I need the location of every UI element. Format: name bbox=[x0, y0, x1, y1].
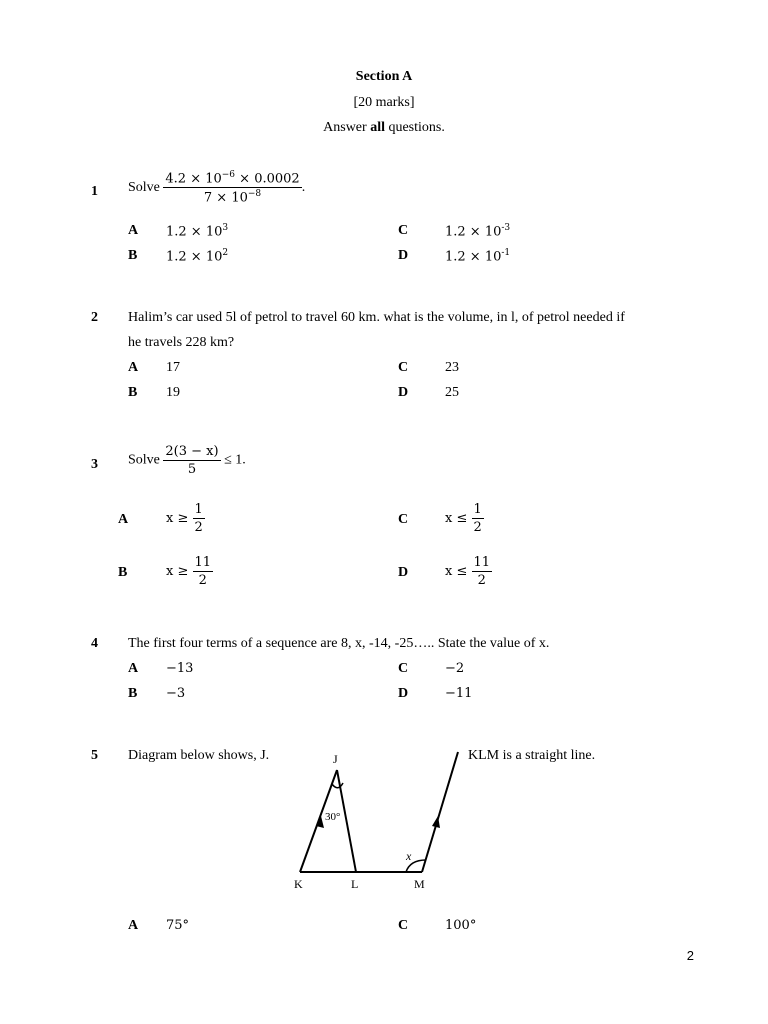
option-value bbox=[445, 502, 484, 535]
instruction-pre: Answer bbox=[323, 120, 371, 135]
option-letter: D bbox=[398, 686, 409, 701]
option-numerator: 1 bbox=[473, 502, 482, 517]
geometry-diagram bbox=[288, 748, 478, 898]
option-value bbox=[166, 555, 213, 588]
option-letter: C bbox=[398, 360, 409, 375]
option-value: 25 bbox=[445, 385, 459, 400]
q3-fraction bbox=[163, 444, 220, 477]
q3-suffix: ≤ 1. bbox=[224, 452, 246, 468]
option-exponent: 2 bbox=[222, 248, 229, 258]
option-value bbox=[445, 248, 510, 264]
question-2-line1: Halim’s car used 5l of petrol to travel 60 km. what is the volume, in l, of petrol needed if bbox=[128, 310, 625, 325]
option-numerator: 11 bbox=[194, 555, 212, 570]
option-letter: A bbox=[128, 918, 139, 933]
option-letter: B bbox=[128, 385, 138, 400]
option-denominator: 2 bbox=[198, 573, 207, 588]
option-denominator: 2 bbox=[194, 520, 203, 535]
option-exponent: -1 bbox=[501, 248, 511, 258]
question-number: 1 bbox=[91, 184, 98, 199]
question-3-stem bbox=[128, 444, 246, 477]
option-letter: A bbox=[128, 661, 139, 676]
label-k: K bbox=[294, 877, 303, 891]
q1-prefix: Solve bbox=[128, 179, 160, 195]
question-number: 5 bbox=[91, 748, 98, 763]
option-letter: D bbox=[398, 385, 409, 400]
option-value: 17 bbox=[166, 360, 180, 375]
angle-arc-j bbox=[332, 783, 343, 788]
q1-denominator: 7 × 10 bbox=[203, 190, 248, 206]
option-exponent: 3 bbox=[222, 223, 229, 233]
option-letter: D bbox=[398, 248, 409, 263]
line-m-parallel bbox=[422, 752, 458, 872]
question-2-line2: he travels 228 km? bbox=[128, 335, 235, 350]
option-letter: A bbox=[128, 360, 139, 375]
option-value bbox=[166, 248, 228, 264]
option-value: −11 bbox=[445, 686, 473, 701]
option-letter: C bbox=[398, 918, 409, 933]
section-marks: [20 marks] bbox=[353, 95, 415, 110]
section-title: Section A bbox=[355, 69, 413, 84]
option-value bbox=[445, 555, 492, 588]
question-4-text: The first four terms of a sequence are 8, x, -14, -25….. State the value of x. bbox=[128, 636, 550, 651]
option-letter: A bbox=[118, 512, 129, 527]
option-value: −3 bbox=[166, 686, 186, 701]
label-j: J bbox=[333, 752, 338, 766]
question-number: 3 bbox=[91, 457, 98, 472]
page-number: 2 bbox=[686, 948, 694, 963]
label-l: L bbox=[351, 877, 359, 891]
option-value: 100° bbox=[445, 918, 477, 933]
option-numerator: 1 bbox=[194, 502, 203, 517]
option-letter: B bbox=[118, 565, 128, 580]
option-lhs: x ≥ bbox=[166, 511, 189, 526]
option-value bbox=[166, 223, 228, 239]
question-5-text-right: KLM is a straight line. bbox=[468, 748, 596, 763]
option-exponent: -3 bbox=[501, 223, 511, 233]
q1-numerator-exponent: −6 bbox=[221, 170, 236, 180]
angle-label-x: x bbox=[406, 849, 412, 863]
angle-label-30: 30° bbox=[325, 811, 341, 823]
instruction-bold: all bbox=[370, 120, 385, 135]
option-letter: A bbox=[128, 223, 139, 238]
option-letter: C bbox=[398, 223, 409, 238]
section-instruction bbox=[0, 120, 768, 136]
option-denominator: 2 bbox=[473, 520, 482, 535]
q1-numerator: 4.2 × 10 bbox=[165, 171, 222, 187]
question-5-text-left: Diagram below shows, J. bbox=[128, 748, 270, 763]
option-base: 1.2 × 10 bbox=[445, 249, 502, 265]
option-value: 75° bbox=[166, 918, 190, 933]
label-m: M bbox=[414, 877, 425, 891]
option-value: −13 bbox=[166, 661, 194, 676]
q1-suffix: . bbox=[301, 179, 306, 195]
option-lhs: x ≤ bbox=[445, 511, 468, 526]
q3-prefix: Solve bbox=[128, 452, 160, 468]
option-lhs: x ≥ bbox=[166, 564, 189, 579]
option-base: 1.2 × 10 bbox=[445, 224, 502, 240]
instruction-post: questions. bbox=[384, 120, 445, 135]
option-base: 1.2 × 10 bbox=[166, 249, 223, 265]
option-denominator: 2 bbox=[477, 573, 486, 588]
option-lhs: x ≤ bbox=[445, 564, 468, 579]
option-value: 23 bbox=[445, 360, 459, 375]
option-value: 19 bbox=[166, 385, 180, 400]
q3-numerator: 2(3 − x) bbox=[165, 444, 219, 459]
option-letter: B bbox=[128, 686, 138, 701]
option-letter: C bbox=[398, 661, 409, 676]
q3-denominator: 5 bbox=[187, 462, 197, 477]
q1-denominator-exponent: −8 bbox=[247, 189, 262, 200]
question-number: 2 bbox=[91, 310, 98, 325]
question-1-stem bbox=[128, 170, 305, 206]
q1-numerator-tail: × 0.0002 bbox=[235, 171, 300, 187]
option-value: −2 bbox=[445, 661, 465, 676]
option-base: 1.2 × 10 bbox=[166, 224, 223, 240]
option-numerator: 11 bbox=[473, 555, 491, 570]
option-value bbox=[166, 502, 205, 535]
q1-fraction bbox=[163, 170, 301, 206]
question-number: 4 bbox=[91, 636, 98, 651]
option-value bbox=[445, 223, 510, 239]
option-letter: D bbox=[398, 565, 409, 580]
option-letter: C bbox=[398, 512, 409, 527]
option-letter: B bbox=[128, 248, 138, 263]
